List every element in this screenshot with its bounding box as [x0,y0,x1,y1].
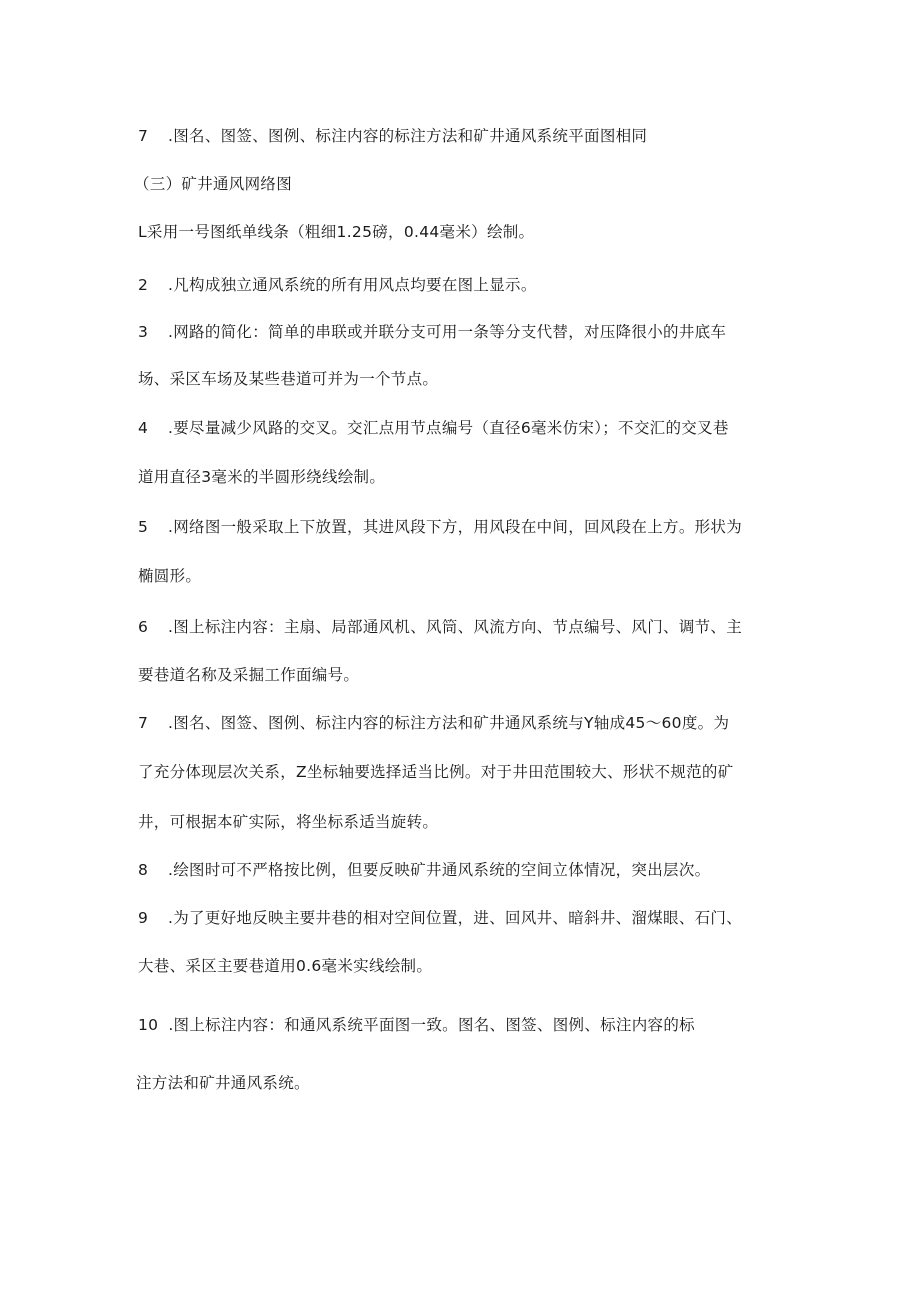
item-number: 4 [138,419,149,437]
paragraph-10-continued: 注方法和矿井通风系统。 [136,1074,310,1092]
item-number: 2 [138,276,149,294]
item-text: .图名、图签、图例、标注内容的标注方法和矿井通风系统平面图相同 [168,127,648,145]
paragraph-5-layout [138,517,742,537]
item-number: 10 [138,1016,159,1034]
paragraph-7-continued-2: 井，可根据本矿实际，将坐标系适当旋转。 [138,813,439,831]
paragraph-6-annotation-content [138,617,742,637]
paragraph-3-network-simplification [138,322,726,342]
paragraph-9-continued: 大巷、采区主要巷道用0.6毫米实线绘制。 [138,957,433,975]
paragraph-9-main-roadways [138,908,742,928]
paragraph-10-annotation [138,1015,695,1035]
item-text: .图上标注内容：和通风系统平面图一致。图名、图签、图例、标注内容的标 [168,1016,695,1034]
paragraph-1-paper-line: L采用一号图纸单线条（粗细1.25磅，0.44毫米）绘制。 [138,223,535,241]
paragraph-4-crossings [138,418,729,438]
paragraph-2-air-points [138,275,537,295]
item-text: .图名、图签、图例、标注内容的标注方法和矿井通风系统与Y轴成45～60度。为 [168,714,730,732]
item-number: 3 [138,323,149,341]
item-text: .图上标注内容：主扇、局部通风机、风筒、风流方向、节点编号、风门、调节、主 [168,618,743,636]
paragraph-8-scale [138,860,710,880]
paragraph-6-continued: 要巷道名称及采掘工作面编号。 [138,666,360,684]
paragraph-7-continued-1: 了充分体现层次关系，Z坐标轴要选择适当比例。对于井田范围较大、形状不规范的矿 [138,763,734,781]
item-number: 6 [138,618,149,636]
item-text: .要尽量减少风路的交叉。交汇点用节点编号（直径6毫米仿宋）；不交汇的交叉巷 [168,419,729,437]
paragraph-5-continued: 椭圆形。 [138,567,202,585]
item-number: 9 [138,909,149,927]
section-heading-network-diagram: （三）矿井通风网络图 [134,175,293,193]
paragraph-7-map-notation [138,126,647,146]
paragraph-4-continued: 道用直径3毫米的半圆形绕线绘制。 [138,468,386,486]
item-text: .网路的简化：简单的串联或并联分支可用一条等分支代替，对压降很小的井底车 [168,323,727,341]
paragraph-3-continued: 场、采区车场及某些巷道可并为一个节点。 [138,370,439,388]
item-text: .为了更好地反映主要井巷的相对空间位置，进、回风井、暗斜井、溜煤眼、石门、 [168,909,743,927]
item-number: 8 [138,861,149,879]
paragraph-7-axis [138,713,729,733]
item-number: 7 [138,714,149,732]
item-text: .绘图时可不严格按比例，但要反映矿井通风系统的空间立体情况，突出层次。 [168,861,711,879]
item-text: .网络图一般采取上下放置，其进风段下方，用风段在中间，回风段在上方。形状为 [168,518,743,536]
item-number: 7 [138,127,149,145]
item-number: 5 [138,518,149,536]
item-text: .凡构成独立通风系统的所有用风点均要在图上显示。 [168,276,537,294]
